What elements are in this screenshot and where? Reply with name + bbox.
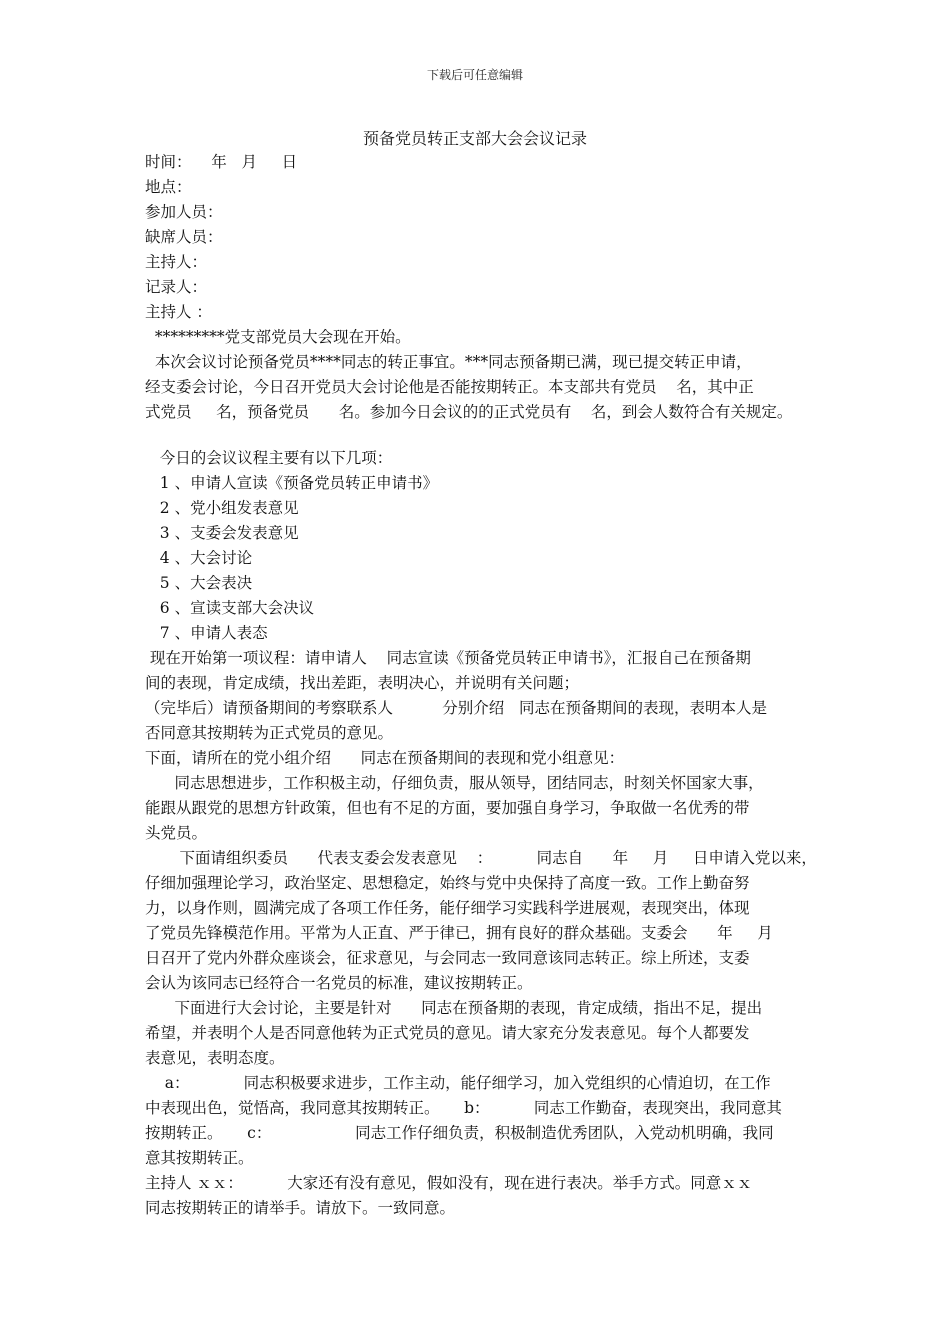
document-line: 了党员先锋模范作用。平常为人正直、严于律已，拥有良好的群众基础。支委会 年 月: [145, 924, 773, 942]
document-line: 本次会议讨论预备党员****同志的转正事宜。***同志预备期已满，现已提交转正申请，: [145, 353, 752, 371]
document-line: 希望，并表明个人是否同意他转为正式党员的意见。请大家充分发表意见。每个人都要发: [145, 1024, 750, 1042]
document-line: 下面，请所在的党小组介绍 同志在预备期间的表现和党小组意见：: [145, 749, 625, 767]
document-line: 表意见，表明态度。: [145, 1049, 285, 1067]
document-line: 下面请组织委员 代表支委会发表意见 ： 同志自 年 月 日申请入党以来，: [145, 849, 817, 867]
document-line: *********党支部党员大会现在开始。: [145, 328, 411, 346]
document-line: 时间： 年 月 日: [145, 153, 298, 171]
document-line: 主持人：: [145, 253, 208, 271]
document-line: （完毕后）请预备期间的考察联系人 分别介绍 同志在预备期间的表现，表明本人是: [145, 699, 768, 717]
document-line: 式党员 名，预备党员 名。参加今日会议的的正式党员有 名，到会人数符合有关规定。: [145, 403, 793, 421]
document-line: 下面进行大会讨论，主要是针对 同志在预备期的表现，肯定成绩，指出不足，提出: [145, 999, 763, 1017]
document-line: 4 、大会讨论: [145, 549, 253, 567]
document-line: 头党员。: [145, 824, 208, 842]
document-line: 意其按期转正。: [145, 1149, 254, 1167]
document-line: 1 、申请人宣读《预备党员转正申请书》: [145, 474, 439, 492]
document-line: 5 、大会表决: [145, 574, 253, 592]
document-line: 2 、党小组发表意见: [145, 499, 299, 517]
document-line: 日召开了党内外群众座谈会，征求意见，与会同志一致同意该同志转正。综上所述，支委: [145, 949, 750, 967]
document-line: a： 同志积极要求进步，工作主动，能仔细学习，加入党组织的心情迫切，在工作: [145, 1074, 771, 1092]
document-line: 地点：: [145, 178, 192, 196]
document-line: 能跟从跟党的思想方针政策，但也有不足的方面，要加强自身学习，争取做一名优秀的带: [145, 799, 750, 817]
document-line: [145, 425, 815, 446]
document-line: 主持人 ：: [145, 303, 212, 321]
document-body: [145, 150, 815, 1221]
document-line: 6 、宣读支部大会决议: [145, 599, 315, 617]
document-line: 主持人 ｘｘ： 大家还有没有意见，假如没有，现在进行表决。举手方式。同意ｘｘ: [145, 1174, 753, 1192]
document-line: 现在开始第一项议程：请申请人 同志宣读《预备党员转正申请书》，汇报自己在预备期: [145, 649, 751, 667]
document-line: 间的表现，肯定成绩，找出差距，表明决心，并说明有关问题；: [145, 674, 580, 692]
document-line: 今日的会议议程主要有以下几项：: [145, 449, 393, 467]
document-title: 预备党员转正支部大会会议记录: [362, 129, 587, 148]
document-line: 7 、申请人表态: [145, 624, 268, 642]
document-line: 力，以身作则，圆满完成了各项工作任务，能仔细学习实践科学进展观，表现突出，体现: [145, 899, 750, 917]
page-header: 下载后可任意编辑: [426, 68, 523, 82]
document-line: 否同意其按期转为正式党员的意见。: [145, 724, 394, 742]
document-line: 经支委会讨论，今日召开党员大会讨论他是否能按期转正。本支部共有党员 名，其中正: [145, 378, 754, 396]
document-line: 同志思想进步，工作积极主动，仔细负责，服从领导，团结同志，时刻关怀国家大事，: [145, 774, 764, 792]
document-line: 会认为该同志已经符合一名党员的标准，建议按期转正。: [145, 974, 533, 992]
document-line: 记录人：: [145, 278, 208, 296]
document-line: 仔细加强理论学习，政治坚定、思想稳定，始终与党中央保持了高度一致。工作上勤奋努: [145, 874, 750, 892]
document-line: 同志按期转正的请举手。请放下。一致同意。: [145, 1199, 456, 1217]
document-line: 3 、支委会发表意见: [145, 524, 299, 542]
document-line: 缺席人员：: [145, 228, 223, 246]
document-line: 按期转正。 c： 同志工作仔细负责，积极制造优秀团队，入党动机明确，我同: [145, 1124, 774, 1142]
document-line: 参加人员：: [145, 203, 223, 221]
document-line: 中表现出色，觉悟高，我同意其按期转正。 b： 同志工作勤奋，表现突出，我同意其: [145, 1099, 782, 1117]
